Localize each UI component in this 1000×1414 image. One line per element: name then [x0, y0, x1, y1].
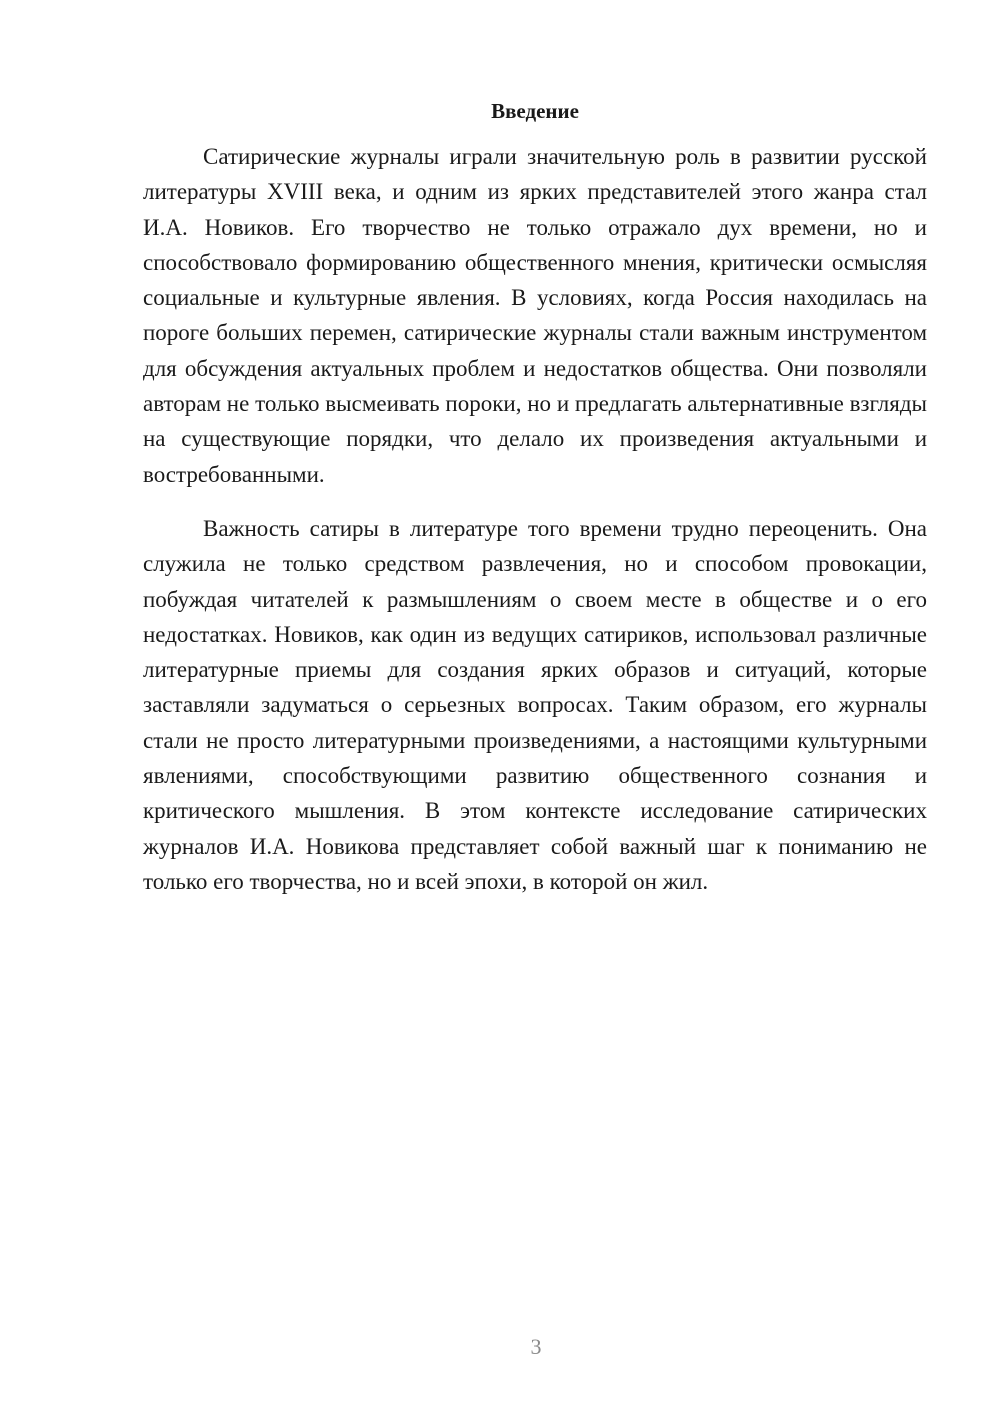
page-content	[143, 96, 927, 899]
section-heading: Введение	[491, 99, 579, 123]
paragraph-2: Важность сатиры в литературе того времени трудно переоценить. Она служила не только средством развлечения, но и способом провокации, побуждая читателей к размышлениям о своем месте в обществе и о его недостатках. Новиков, как один из ведущих сатириков, использовал различные литературные приемы для создания ярких образов и ситуаций, которые заставляли задуматься о серьезных вопросах. Таким образом, его журналы стали не просто литературными произведениями, а настоящими культурными явлениями, способствующими развитию общественного сознания и критического мышления. В этом контексте исследование сатирических журналов И.А. Новикова представляет собой важный шаг к пониманию не только его творчества, но и всей эпохи, в которой он жил.	[143, 515, 927, 894]
paragraph-1: Сатирические журналы играли значительную роль в развитии русской литературы XVIII века, и одним из ярких представителей этого жанра стал И.А. Новиков. Его творчество не только отражало дух времени, но и способствовало формированию общественного мнения, критически осмысляя социальные и культурные явления. В условиях, когда Россия находилась на пороге больших перемен, сатирические журналы стали важным инструментом для обсуждения актуальных проблем и недостатков общества. Они позволяли авторам не только высмеивать пороки, но и предлагать альтернативные взгляды на существующие порядки, что делало их произведения актуальными и востребованными.	[143, 144, 927, 487]
page-number: 3	[530, 1334, 542, 1359]
